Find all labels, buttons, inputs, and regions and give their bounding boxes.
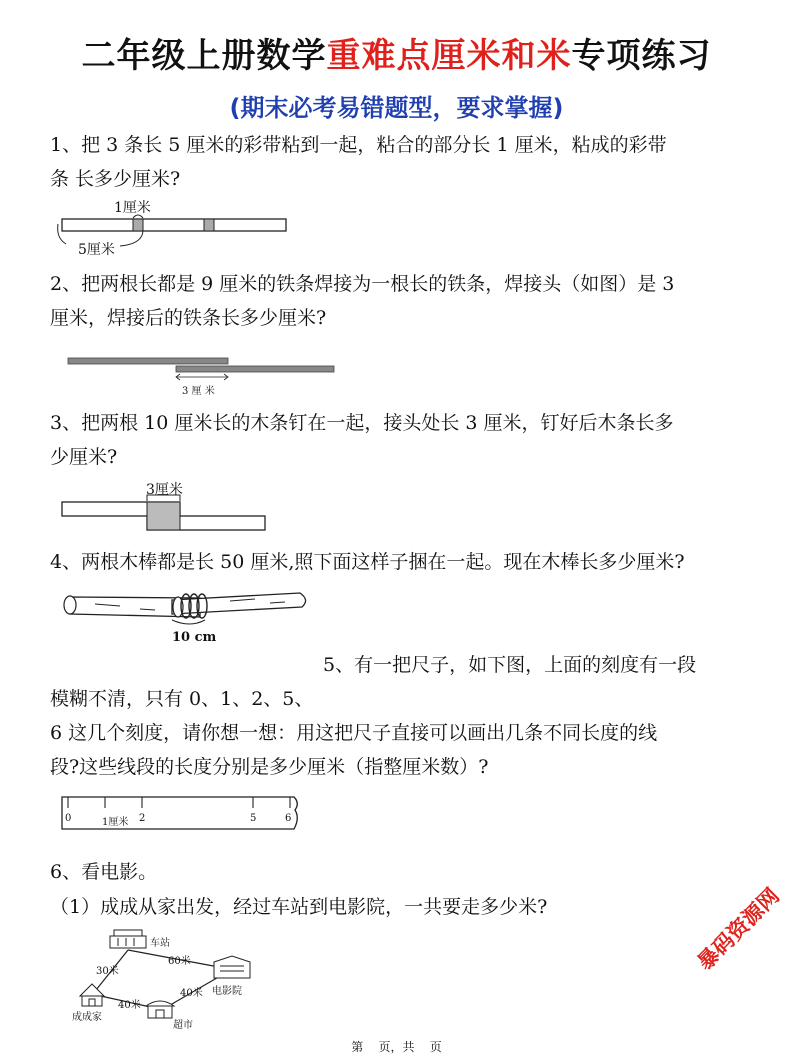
q5-line1: 5、有一把尺子，如下图，上面的刻度有一段 [323, 654, 697, 676]
q2-label-weld: 3 厘 米 [182, 386, 215, 397]
map-distance-home-station: 30米 [96, 966, 119, 977]
map-label-cinema: 电影院 [212, 986, 242, 997]
q6-line2: （1）成成从家出发，经过车站到电影院，一共要走多少米? [50, 896, 548, 918]
q1-line2: 条 长多少厘米? [50, 168, 181, 190]
watermark: 暴码资源网 [692, 883, 785, 975]
map-label-station: 车站 [150, 938, 170, 949]
map-label-market: 超市 [173, 1020, 193, 1031]
market-building-icon [146, 1001, 174, 1018]
cinema-building-icon [214, 956, 250, 978]
q5-line4: 段?这些线段的长度分别是多少厘米（指整厘米数）? [50, 756, 489, 778]
page-subtitle: (期末必考易错题型，要求掌握) [229, 94, 564, 122]
q5-line2: 模糊不清，只有 0、1、2、5、 [50, 688, 314, 710]
q5-line3: 6 这几个刻度，请你想一想：用这把尺子直接可以画出几条不同长度的线 [50, 722, 658, 744]
q6-line1: 6、看电影。 [50, 861, 158, 883]
ruler-label-5: 5 [250, 813, 257, 824]
map-label-home: 成成家 [72, 1012, 102, 1023]
page-footer: 第 页，共 页 [351, 1040, 442, 1054]
title-highlight: 重难点厘米和米 [326, 36, 572, 76]
ruler-label-6: 6 [285, 813, 292, 824]
q4-label-overlap: 10 cm [172, 630, 217, 645]
q2-line2: 厘米，焊接后的铁条长多少厘米? [50, 307, 327, 329]
q1-label-overlap: 1厘米 [114, 200, 151, 216]
q2-line1: 2、把两根长都是 9 厘米的铁条焊接为一根长的铁条，焊接头（如图）是 3 [50, 273, 675, 295]
title-part1: 二年级上册数学 [81, 36, 327, 76]
map-distance-market-cinema: 40米 [180, 988, 203, 999]
ruler-label-0: 0 [65, 813, 72, 824]
ruler-label-2: 2 [139, 813, 146, 824]
map-distance-station-cinema: 60米 [168, 956, 191, 967]
q1-line1: 1、把 3 条长 5 厘米的彩带粘到一起，粘合的部分长 1 厘米，粘成的彩带 [50, 134, 667, 156]
station-building-icon [110, 930, 146, 948]
q3-label-joint: 3厘米 [146, 482, 183, 498]
ruler-label-1: 1厘米 [102, 817, 129, 828]
q1-label-length: 5厘米 [78, 242, 115, 258]
q4-line1: 4、两根木棒都是长 50 厘米,照下面这样子捆在一起。现在木棒长多少厘米? [50, 551, 685, 573]
title-part3: 专项练习 [571, 36, 712, 76]
home-house-icon [80, 984, 104, 1006]
q3-line1: 3、把两根 10 厘米长的木条钉在一起，接头处长 3 厘米，钉好后木条长多 [50, 412, 674, 434]
q3-line2: 少厘米? [50, 446, 118, 468]
map-distance-home-market: 40米 [118, 1000, 141, 1011]
